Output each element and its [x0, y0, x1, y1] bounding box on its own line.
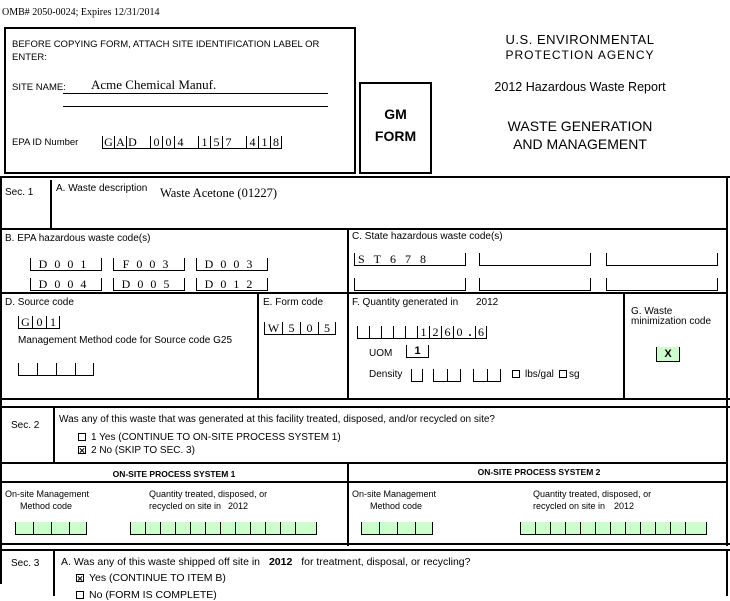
mgmt-method-cell: [18, 363, 37, 375]
sec2-label: Sec. 2: [11, 420, 40, 431]
row-divider: [0, 462, 728, 464]
source-code-char: 0: [32, 316, 46, 328]
col-divider: [257, 292, 259, 398]
quantity-decimal: .: [468, 325, 472, 339]
epa-id-char: 4: [246, 136, 258, 148]
density-sg-checkbox[interactable]: [559, 370, 567, 378]
row-divider: [0, 292, 728, 294]
ps2-qty-cell: [625, 522, 640, 534]
col-divider: [347, 292, 349, 398]
ps1-mgmt-cell: [33, 522, 51, 534]
section-divider: [0, 549, 730, 551]
ps2-qty-cell: [565, 522, 580, 534]
ps1-qty-cell: [235, 522, 250, 534]
ps2-qty-cell: [520, 522, 535, 534]
density-lbs-label: lbs/gal: [525, 369, 554, 380]
ps1-mgmt-label-1: On-site Management: [5, 489, 90, 499]
ps2-qty-cell: [535, 522, 550, 534]
ps1-qty-label-1: Quantity treated, disposed, or: [149, 489, 268, 499]
ps1-qty-field[interactable]: [130, 522, 317, 535]
epa-id-char: 5: [210, 136, 222, 148]
state-codes-label: C. State hazardous waste code(s): [352, 231, 503, 242]
ps1-qty-cell: [160, 522, 175, 534]
ps2-qty-cell: [595, 522, 610, 534]
row-divider: [0, 481, 728, 483]
quantity-char: [405, 326, 417, 338]
uom-value: 1: [406, 345, 429, 357]
quantity-year: 2012: [476, 297, 499, 308]
epa-code-field-4[interactable]: [30, 278, 102, 291]
ps2-qty-year: 2012: [614, 501, 635, 511]
state-code-value: [479, 278, 591, 290]
quantity-field[interactable]: [357, 326, 487, 339]
ps2-mgmt-label-1: On-site Management: [352, 489, 437, 499]
site-instruction-enter: ENTER:: [12, 52, 47, 63]
sec3-no-checkbox[interactable]: [76, 591, 84, 599]
sec3-label-divider: [53, 551, 55, 596]
state-code-value: [606, 253, 718, 265]
omb-number: OMB# 2050-0024; Expires 12/31/2014: [2, 7, 160, 18]
epa-code-value: D001: [30, 258, 102, 270]
sec2-yes-label: 1 Yes (CONTINUE TO ON-SITE PROCESS SYSTEM 1): [91, 432, 341, 443]
section-divider: [0, 543, 730, 545]
quantity-char: [393, 326, 405, 338]
waste-min-field[interactable]: X: [656, 347, 680, 362]
epa-id-char: 7: [222, 136, 234, 148]
sec3-option-yes[interactable]: [76, 572, 226, 584]
epa-code-field-3[interactable]: [196, 258, 268, 271]
mgmt-method-label: Management Method code for Source code G25: [18, 335, 233, 346]
epa-id-char: A: [114, 136, 126, 148]
sec2-yes-checkbox[interactable]: [78, 433, 86, 441]
density-cell: [447, 369, 461, 381]
ps1-mgmt-field[interactable]: [15, 522, 87, 535]
density-field-3[interactable]: [473, 369, 501, 382]
quantity-char: 2: [429, 326, 441, 338]
density-lbs-checkbox[interactable]: [512, 370, 520, 378]
epa-code-value: F003: [113, 258, 185, 270]
ps1-qty-label-2: recycled on site in: [149, 501, 222, 511]
form-code-label: E. Form code: [263, 297, 324, 308]
epa-id-char: 1: [258, 136, 270, 148]
agency-line-2: PROTECTION AGENCY: [505, 48, 655, 62]
ps2-qty-cell: [610, 522, 625, 534]
state-code-value: ST678: [354, 253, 466, 265]
ps2-qty-field[interactable]: [520, 522, 707, 535]
form-title-1: WASTE GENERATION: [507, 118, 653, 134]
ps1-qty-cell: [280, 522, 295, 534]
process-system-2-title: ON-SITE PROCESS SYSTEM 2: [477, 467, 601, 477]
ps2-mgmt-field[interactable]: [361, 522, 433, 535]
section-divider: [0, 406, 730, 408]
ps2-qty-cell: [580, 522, 595, 534]
epa-id-char: G: [102, 136, 114, 148]
ps1-qty-cell: [265, 522, 280, 534]
form-code-char: W: [264, 322, 282, 334]
state-code-field-3[interactable]: [606, 253, 718, 266]
row-divider: [0, 228, 728, 230]
epa-id-char: D: [126, 136, 138, 148]
density-cell: [411, 369, 423, 381]
epa-id-char: 4: [174, 136, 186, 148]
agency-line-1: U.S. ENVIRONMENTAL: [505, 32, 655, 47]
ps2-mgmt-cell: [379, 522, 397, 534]
ps2-qty-label-1: Quantity treated, disposed, or: [533, 489, 652, 499]
quantity-char: [381, 326, 393, 338]
ps1-qty-cell: [190, 522, 205, 534]
epa-code-value: D005: [113, 278, 185, 290]
ps2-mgmt-label-2: Method code: [370, 501, 423, 511]
epa-id-char: 0: [150, 136, 162, 148]
ps2-qty-cell: [670, 522, 685, 534]
mgmt-method-field[interactable]: [18, 363, 94, 376]
site-name-underline: [63, 93, 328, 94]
site-name-label: SITE NAME:: [12, 82, 66, 93]
density-cell: [487, 369, 501, 381]
epa-code-value: D004: [30, 278, 102, 290]
ps2-mgmt-cell: [397, 522, 415, 534]
sec2-no-checkbox[interactable]: [78, 446, 86, 454]
sec2-option-no[interactable]: [78, 445, 195, 456]
col-divider: [347, 228, 349, 292]
form-label: FORM: [374, 128, 417, 144]
epa-id-char: 8: [270, 136, 282, 148]
quantity-char: [357, 326, 369, 338]
quantity-char: 6: [475, 326, 487, 338]
ps1-qty-cell: [145, 522, 160, 534]
quantity-char: [369, 326, 381, 338]
state-code-field-6[interactable]: [606, 278, 718, 291]
ps1-qty-cell: [220, 522, 235, 534]
quantity-char: 0: [453, 326, 465, 338]
sec3-question-year: 2012: [268, 556, 293, 568]
state-code-value: [354, 278, 466, 290]
sec1-right-border: [726, 176, 728, 406]
source-code-field[interactable]: [18, 316, 60, 329]
sec3-yes-checkbox[interactable]: [76, 574, 84, 582]
sec3-label: Sec. 3: [11, 558, 40, 569]
epa-code-field-2[interactable]: [113, 258, 185, 271]
waste-min-label-2: minimization code: [631, 316, 712, 327]
sec2-no-label: 2 No (SKIP TO SEC. 3): [91, 445, 195, 456]
ps2-mgmt-cell: [415, 522, 433, 534]
ps1-mgmt-label-2: Method code: [20, 501, 73, 511]
density-field-2[interactable]: [433, 369, 461, 382]
col-divider: [347, 462, 349, 546]
density-label: Density: [369, 369, 403, 380]
sec2-label-divider: [53, 408, 55, 462]
density-cell: [433, 369, 447, 381]
epa-code-field-6[interactable]: [196, 278, 268, 291]
quantity-char: 1: [417, 326, 429, 338]
sec3-option-no[interactable]: [76, 589, 217, 601]
ps1-qty-cell: [295, 522, 317, 534]
sec3-no-label: No (FORM IS COMPLETE): [89, 589, 217, 601]
gm-label: GM: [384, 106, 407, 122]
section-divider: [0, 398, 730, 400]
form-code-field[interactable]: [264, 322, 336, 335]
epa-code-field-5[interactable]: [113, 278, 185, 291]
sec2-option-yes[interactable]: [78, 432, 341, 443]
ps1-mgmt-cell: [15, 522, 33, 534]
sec3-right-border: [726, 549, 728, 596]
ps1-qty-cell: [175, 522, 190, 534]
epa-id-char: 0: [162, 136, 174, 148]
site-name-value[interactable]: Acme Chemical Manuf.: [91, 77, 217, 92]
sec3-yes-label: Yes (CONTINUE TO ITEM B): [89, 572, 226, 584]
site-address-line: [63, 106, 328, 107]
form-code-char: 5: [282, 322, 300, 334]
epa-code-field-1[interactable]: [30, 258, 102, 271]
ps1-qty-year: 2012: [228, 501, 249, 511]
waste-desc-label: A. Waste description: [56, 183, 148, 194]
form-code-char: 5: [318, 322, 336, 334]
ps1-mgmt-cell: [51, 522, 69, 534]
density-sg-option[interactable]: [559, 369, 580, 380]
epa-code-value: D012: [196, 278, 268, 290]
ps2-qty-cell: [550, 522, 565, 534]
sec3-question: [61, 556, 470, 568]
report-title: 2012 Hazardous Waste Report: [494, 80, 666, 94]
ps2-qty-cell: [685, 522, 707, 534]
epa-id-field[interactable]: [102, 136, 282, 149]
density-field-1[interactable]: [411, 369, 423, 382]
uom-label: UOM: [369, 348, 393, 359]
quantity-char: 6: [441, 326, 453, 338]
mgmt-method-cell: [56, 363, 75, 375]
ps2-qty-cell: [655, 522, 670, 534]
state-code-field-5[interactable]: [479, 278, 591, 291]
ps2-qty-cell: [640, 522, 655, 534]
form-title-2: AND MANAGEMENT: [513, 136, 647, 152]
mgmt-method-cell: [75, 363, 94, 375]
process-system-1-title: ON-SITE PROCESS SYSTEM 1: [112, 469, 236, 479]
density-sg-label: sg: [569, 369, 580, 380]
sec1-label: Sec. 1: [5, 187, 34, 198]
quantity-label: F. Quantity generated in: [352, 297, 459, 308]
ps1-qty-cell: [130, 522, 145, 534]
waste-desc-value[interactable]: Waste Acetone (01227): [160, 186, 278, 200]
ps2-qty-label-2: recycled on site in: [533, 501, 606, 511]
state-code-value: [479, 253, 591, 265]
epa-id-char: 1: [198, 136, 210, 148]
epa-id-label: EPA ID Number: [12, 137, 79, 148]
sec3-question-a: A. Was any of this waste shipped off site in: [61, 556, 261, 568]
ps2-mgmt-cell: [361, 522, 379, 534]
sec2-left-border: [0, 406, 2, 584]
uom-field[interactable]: [406, 345, 429, 358]
state-code-value: [606, 278, 718, 290]
state-code-field-4[interactable]: [354, 278, 466, 291]
col-divider: [623, 292, 625, 398]
source-code-char: G: [18, 316, 32, 328]
source-code-char: 1: [46, 316, 60, 328]
epa-codes-label: B. EPA hazardous waste code(s): [5, 233, 151, 244]
state-code-field-2[interactable]: [479, 253, 591, 266]
density-lbs-option[interactable]: [512, 369, 554, 380]
waste-min-label-1: G. Waste: [631, 306, 673, 317]
sec1-top-border: [0, 176, 730, 178]
ps1-qty-cell: [250, 522, 265, 534]
ps1-qty-cell: [205, 522, 220, 534]
state-code-field-1[interactable]: [354, 253, 466, 266]
site-instruction: BEFORE COPYING FORM, ATTACH SITE IDENTIFICATION LABEL OR: [12, 39, 320, 50]
density-cell: [473, 369, 487, 381]
sec3-question-b: for treatment, disposal, or recycling?: [301, 556, 471, 568]
epa-code-value: D003: [196, 258, 268, 270]
mgmt-method-cell: [37, 363, 56, 375]
form-code-char: 0: [300, 322, 318, 334]
source-code-label: D. Source code: [5, 297, 74, 308]
ps1-mgmt-cell: [69, 522, 87, 534]
sec2-question: Was any of this waste that was generated at this facility treated, disposed, and/or recycled on site?: [59, 414, 495, 425]
